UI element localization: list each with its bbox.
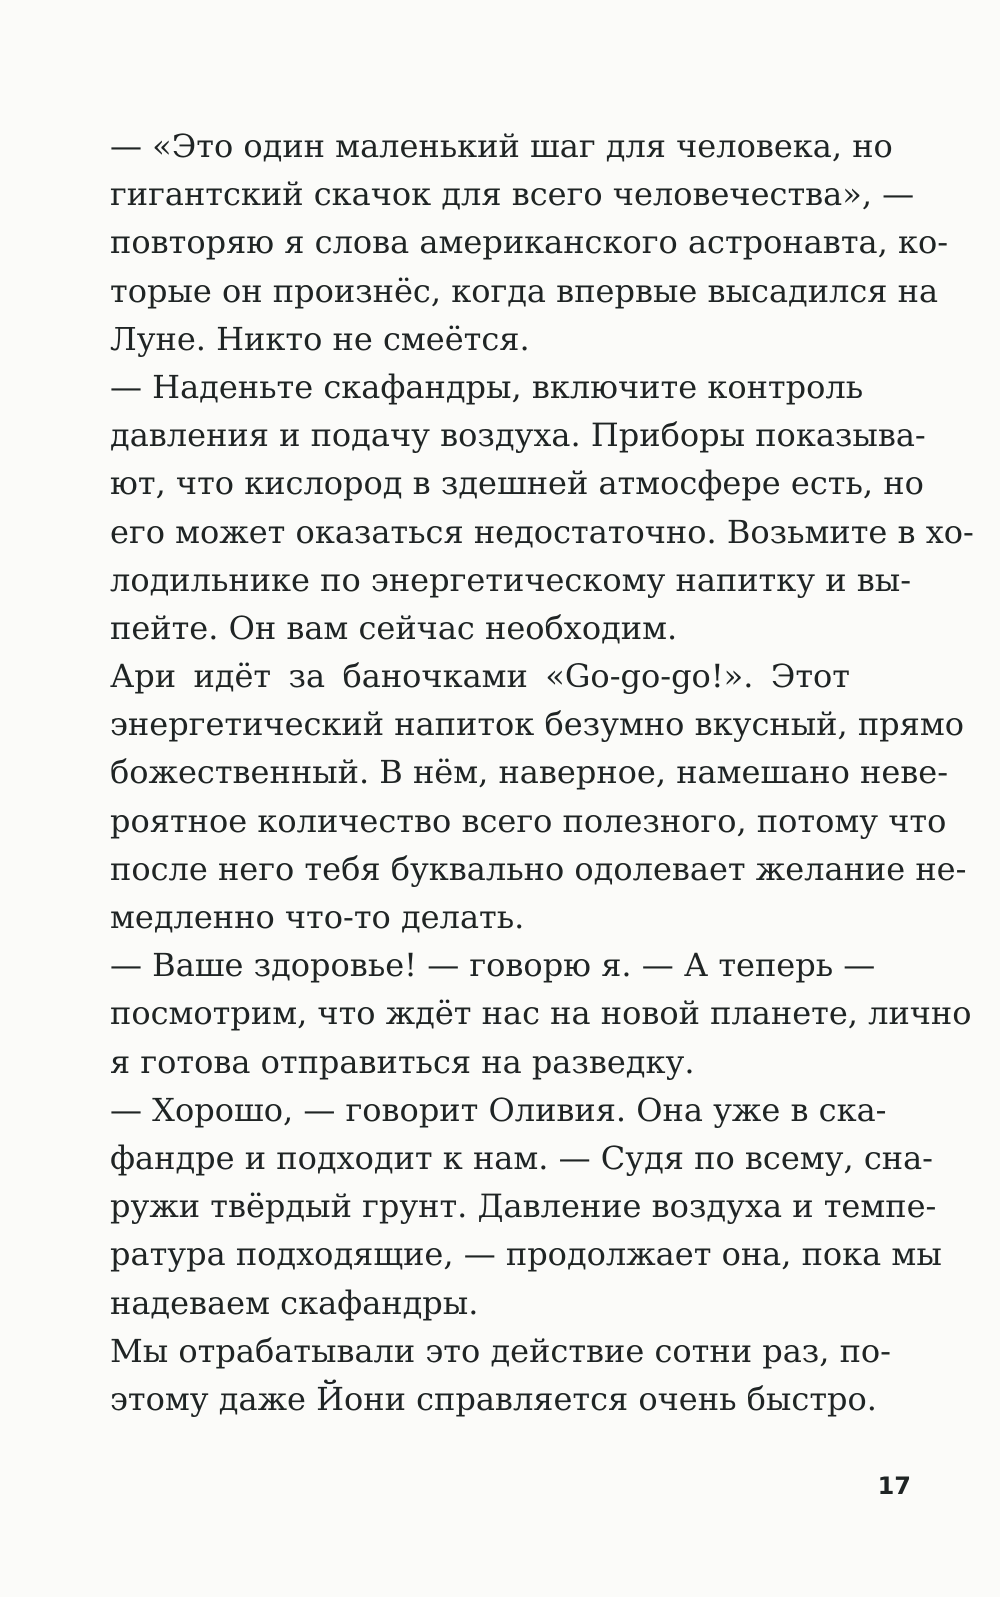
text-line: после него тебя буквально одолевает желание не- <box>110 849 967 888</box>
paragraph-1 <box>110 122 949 363</box>
paragraph-5 <box>110 1086 942 1327</box>
text-line: пейте. Он вам сейчас необходим. <box>110 608 678 647</box>
text-line: Ари идёт за баночками «Go-go-go!». Этот <box>110 657 850 696</box>
text-line: божественный. В нём, наверное, намешано неве- <box>110 753 949 792</box>
text-line: его может оказаться недостаточно. Возьмите в хо- <box>110 512 974 551</box>
text-line: торые он произнёс, когда впервые высадился на <box>110 271 939 310</box>
text-line: ют, что кислород в здешней атмосфере есть, но <box>110 464 924 503</box>
text-line: давления и подачу воздуха. Приборы показыва- <box>110 416 926 455</box>
text-line: медленно что-то делать. <box>110 898 525 936</box>
text-line: посмотрим, что ждёт нас на новой планете, лично <box>110 994 972 1033</box>
text-line: энергетический напиток безумно вкусный, прямо <box>110 705 964 744</box>
text-line: лодильнике по энергетическому напитку и вы- <box>110 560 912 599</box>
page-number: 17 <box>877 1472 911 1500</box>
text-line: повторяю я слова американского астронавта, ко- <box>110 223 949 262</box>
text-line: фандре и подходит к нам. — Судя по всему, сна- <box>110 1138 933 1177</box>
paragraph-3 <box>110 652 967 941</box>
text-line: — Наденьте скафандры, включите контроль <box>110 367 864 406</box>
paragraph-6 <box>110 1327 891 1423</box>
text-line: ружи твёрдый грунт. Давление воздуха и темпе- <box>110 1187 937 1226</box>
text-line: ратура подходящие, — продолжает она, пока мы <box>110 1235 942 1274</box>
text-line: — Ваше здоровье! — говорю я. — А теперь — <box>110 946 876 985</box>
text-line: я готова отправиться на разведку. <box>110 1042 695 1081</box>
text-line: — «Это один маленький шаг для человека, но <box>110 127 893 165</box>
text-line: гигантский скачок для всего человечества», — <box>110 175 915 214</box>
paragraph-4 <box>110 941 972 1086</box>
text-line: — Хорошо, — говорит Оливия. Она уже в ска- <box>110 1090 887 1129</box>
text-line: Мы отрабатывали это действие сотни раз, по- <box>110 1331 891 1370</box>
text-line: надеваем скафандры. <box>110 1283 479 1322</box>
text-line: роятное количество всего полезного, потому что <box>110 801 947 840</box>
text-line: Луне. Никто не смеётся. <box>110 319 530 358</box>
paragraph-2 <box>110 363 974 652</box>
text-line: этому даже Йони справляется очень быстро. <box>110 1379 877 1418</box>
body-text <box>110 122 974 1423</box>
